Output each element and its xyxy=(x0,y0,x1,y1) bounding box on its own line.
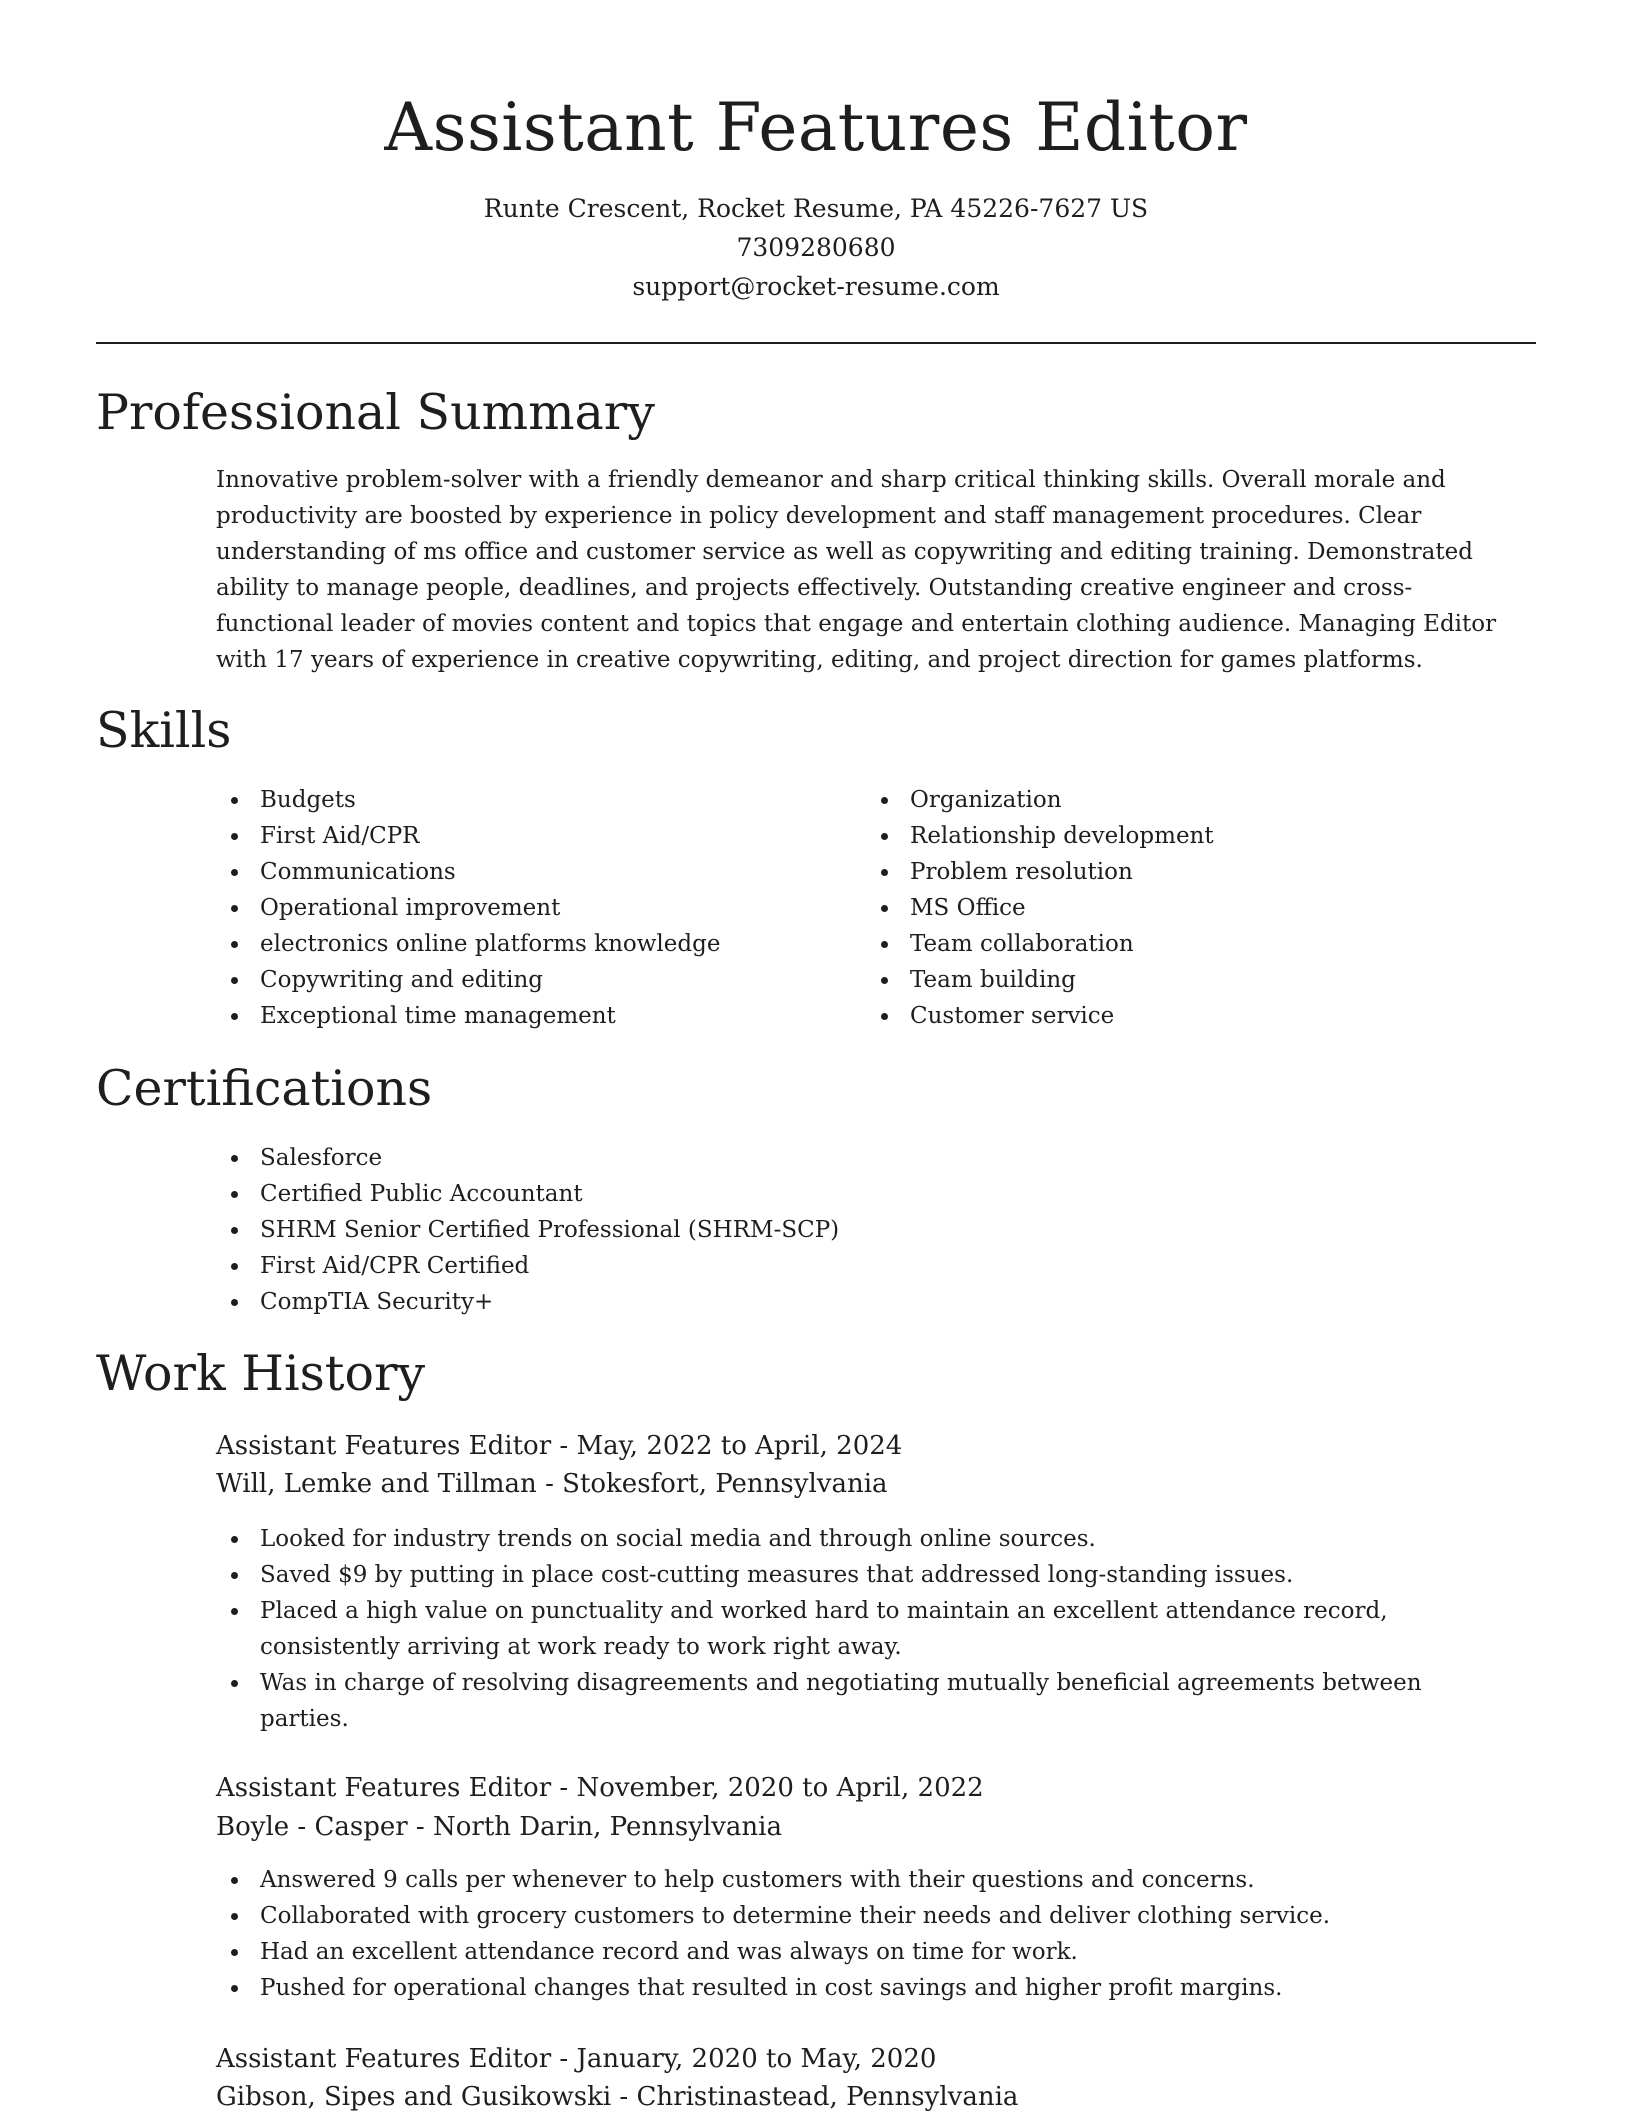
header-divider xyxy=(96,342,1536,344)
separator: - xyxy=(551,1773,577,1803)
job-title-line xyxy=(216,2040,936,2078)
skill-item: Copywriting and editing xyxy=(216,962,856,998)
contact-phone: 7309280680 xyxy=(736,233,896,262)
contact-email: support@rocket-resume.com xyxy=(632,272,1000,301)
certification-item: SHRM Senior Certified Professional (SHRM-SCP) xyxy=(216,1212,1516,1248)
skill-item: Team collaboration xyxy=(866,926,1526,962)
job-role: Assistant Features Editor xyxy=(216,1431,552,1461)
section-title-summary: Professional Summary xyxy=(96,384,655,441)
job-dates: January, 2020 to May, 2020 xyxy=(576,2044,937,2074)
job-bullet: Pushed for operational changes that resulted in cost savings and higher profit margins. xyxy=(216,1970,1516,2006)
job-bullet: Looked for industry trends on social media and through online sources. xyxy=(216,1521,1516,1557)
skill-item: Communications xyxy=(216,854,856,890)
job-bullet: Saved $9 by putting in place cost-cutting measures that addressed long-standing issues. xyxy=(216,1557,1516,1593)
contact-address: Runte Crescent, Rocket Resume, PA 45226-7627 US xyxy=(483,194,1149,223)
job-bullets xyxy=(216,1862,1516,2006)
job-location: Stokesfort, Pennsylvania xyxy=(562,1469,888,1499)
job-bullets xyxy=(216,1521,1516,1737)
skill-item: Budgets xyxy=(216,782,856,818)
separator: - xyxy=(407,1812,433,1842)
skills-list-left xyxy=(216,782,856,1034)
skill-item: Problem resolution xyxy=(866,854,1526,890)
job-company-line xyxy=(216,1465,888,1503)
job-bullet: Collaborated with grocery customers to determine their needs and deliver clothing service. xyxy=(216,1898,1516,1934)
skill-item: electronics online platforms knowledge xyxy=(216,926,856,962)
certification-item: Salesforce xyxy=(216,1140,1516,1176)
skill-item: Customer service xyxy=(866,998,1526,1034)
separator: - xyxy=(551,2044,577,2074)
skill-item: MS Office xyxy=(866,890,1526,926)
job-title-line xyxy=(216,1769,984,1807)
certification-item: CompTIA Security+ xyxy=(216,1284,1516,1320)
job-company-line xyxy=(216,2078,1018,2116)
skill-item: Organization xyxy=(866,782,1526,818)
job-bullet: Answered 9 calls per whenever to help customers with their questions and concerns. xyxy=(216,1862,1516,1898)
resume-name: Assistant Features Editor xyxy=(384,89,1248,166)
certifications-list xyxy=(216,1140,1516,1320)
job-role: Assistant Features Editor xyxy=(216,2044,552,2074)
skill-item: Operational improvement xyxy=(216,890,856,926)
skills-list-right xyxy=(866,782,1526,1034)
section-title-skills: Skills xyxy=(96,702,232,759)
skill-item: Relationship development xyxy=(866,818,1526,854)
separator: - xyxy=(551,1431,577,1461)
certification-item: Certified Public Accountant xyxy=(216,1176,1516,1212)
job-dates: May, 2022 to April, 2024 xyxy=(576,1431,903,1461)
job-title-line xyxy=(216,1427,902,1465)
job-bullet: Was in charge of resolving disagreements and negotiating mutually beneficial agreements between parties. xyxy=(216,1665,1516,1737)
job-bullet: Had an excellent attendance record and was always on time for work. xyxy=(216,1934,1516,1970)
separator: - xyxy=(611,2082,637,2112)
separator: - xyxy=(536,1469,563,1499)
job-role: Assistant Features Editor xyxy=(216,1773,552,1803)
job-company: Will, Lemke and Tillman xyxy=(216,1469,537,1499)
job-company-line xyxy=(216,1808,782,1846)
job-location: North Darin, Pennsylvania xyxy=(433,1812,782,1842)
job-location: Christinastead, Pennsylvania xyxy=(636,2082,1019,2112)
job-bullet: Placed a high value on punctuality and worked hard to maintain an excellent attendance record, consistently arriving at work ready to work right away. xyxy=(216,1593,1516,1665)
section-title-certifications: Certifications xyxy=(96,1060,433,1117)
certification-item: First Aid/CPR Certified xyxy=(216,1248,1516,1284)
section-title-work-history: Work History xyxy=(96,1345,426,1402)
job-company: Gibson, Sipes and Gusikowski xyxy=(216,2082,612,2112)
job-dates: November, 2020 to April, 2022 xyxy=(576,1773,984,1803)
job-company: Boyle - Casper xyxy=(216,1812,408,1842)
summary-text: Innovative problem-solver with a friendly demeanor and sharp critical thinking skills. Overall morale and productivity are boosted by experience in policy development and staff management procedures. Clear understanding of ms office and customer service as well as copywriting and editing training. Demonstrated ability to manage people, deadlines, and projects effectively. Outstanding creative engineer and cross-functional leader of movies content and topics that engage and entertain clothing audience. Managing Editor with 17 years of experience in creative copywriting, editing, and project direction for games platforms. xyxy=(216,467,1497,673)
skill-item: Exceptional time management xyxy=(216,998,856,1034)
skill-item: Team building xyxy=(866,962,1526,998)
skill-item: First Aid/CPR xyxy=(216,818,856,854)
